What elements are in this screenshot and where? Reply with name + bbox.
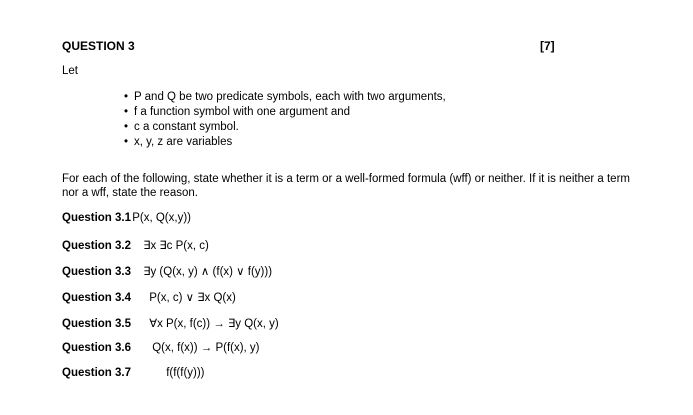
subquestion-formula: f(f(f(y))) [166, 367, 205, 379]
definition-item: • x, y, z are variables [124, 136, 233, 148]
subquestion-label: Question 3.4 [62, 292, 132, 304]
subquestion-label: Question 3.2 [62, 240, 132, 252]
subquestion-3-4 [62, 290, 236, 304]
subquestion-3-7 [62, 367, 205, 379]
subquestion-label: Question 3.7 [62, 367, 132, 379]
subquestion-formula: ∃x ∃c P(x, c) [143, 240, 209, 252]
bullet-icon: • [124, 106, 129, 118]
subquestion-formula: Q(x, f(x)) → P(f(x), y) [152, 342, 260, 354]
intro-text: Let [62, 65, 78, 77]
subquestion-label: Question 3.5 [62, 318, 132, 330]
definitions-list [124, 90, 446, 150]
bullet-icon: • [124, 136, 129, 148]
subquestion-formula: P(x, c) ∨ ∃x Q(x) [149, 292, 236, 304]
bullet-icon: • [124, 121, 129, 133]
subquestion-3-6 [62, 342, 260, 354]
subquestion-label: Question 3.6 [62, 342, 132, 354]
definition-item: • P and Q be two predicate symbols, each with two arguments, [124, 91, 446, 103]
instructions-text: For each of the following, state whether it is a term or a well-formed formula (wff) or neither. If it is neither a term nor a wff, state the reason. [62, 173, 630, 199]
subquestion-3-3 [62, 264, 272, 278]
question-marks: [7] [540, 39, 555, 53]
subquestion-formula: ∃y (Q(x, y) ∧ (f(x) ∨ f(y))) [143, 266, 273, 278]
subquestion-3-2 [62, 238, 209, 252]
subquestion-label: Question 3.3 [62, 266, 132, 278]
subquestion-formula: ∀x P(x, f(c)) → ∃y Q(x, y) [149, 318, 279, 330]
subquestion-formula: P(x, Q(x,y)) [132, 212, 191, 224]
definition-item: • f a function symbol with one argument and [124, 106, 351, 118]
question-title: QUESTION 3 [62, 39, 135, 53]
subquestion-3-5 [62, 316, 279, 330]
subquestion-3-1 [62, 212, 191, 224]
definition-item: • c a constant symbol. [124, 121, 239, 133]
bullet-icon: • [124, 91, 129, 103]
subquestion-label: Question 3.1 [62, 212, 132, 224]
